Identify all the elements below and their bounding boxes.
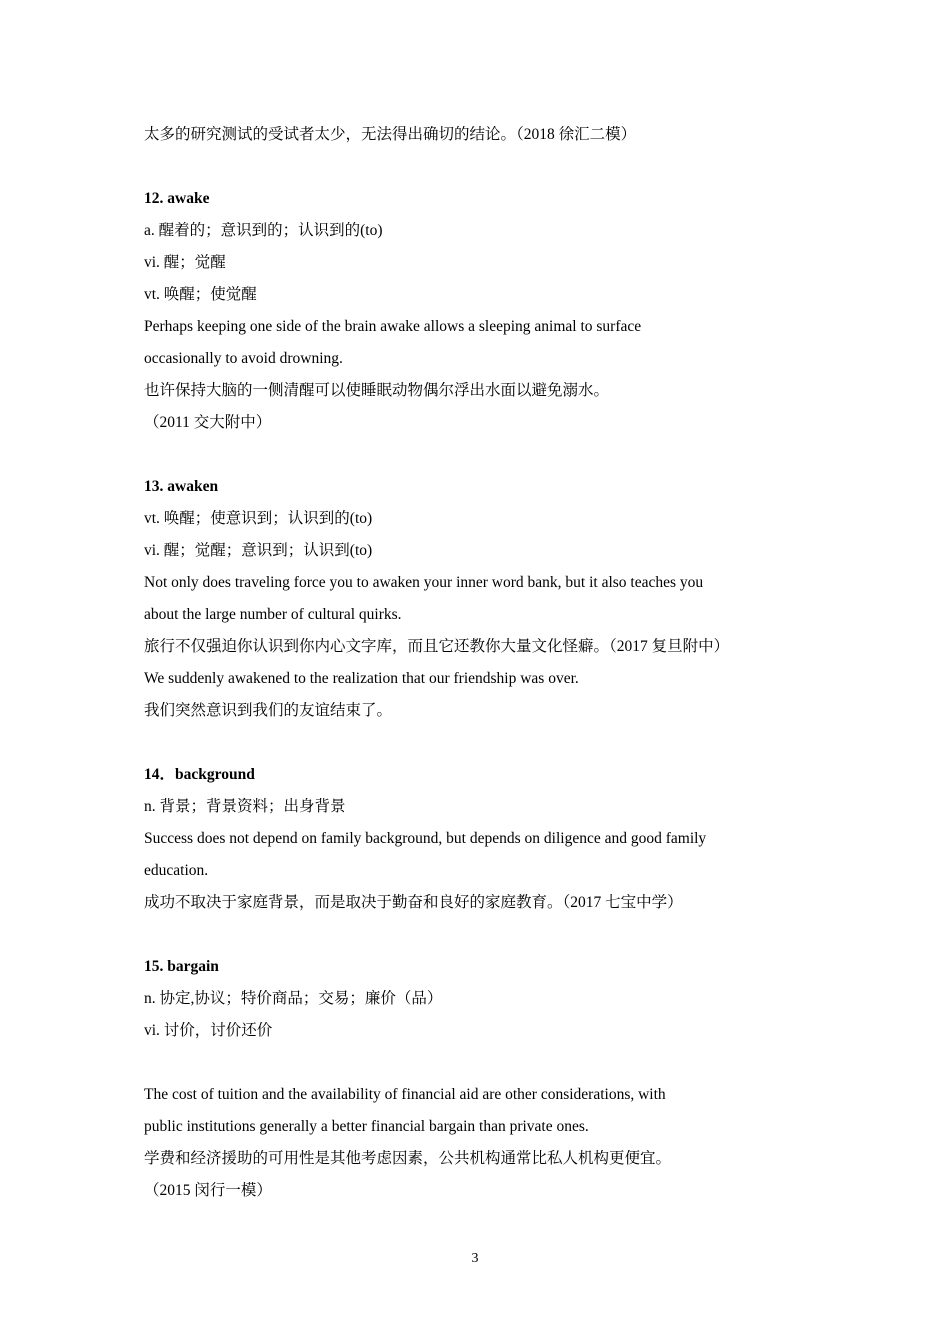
example-line: Not only does traveling force you to awaken your inner word bank, but it also teaches you (144, 574, 704, 591)
definition-line: a. 醒着的；意识到的；认识到的(to) (144, 222, 383, 239)
entry-heading-bargain: 15. bargain (144, 958, 219, 975)
example-line: about the large number of cultural quirks. (144, 606, 402, 623)
spacer (144, 727, 824, 759)
translation-line: 成功不取决于家庭背景，而是取决于勤奋和良好的家庭教育。（2017 七宝中学） (144, 894, 683, 911)
definition-line: n. 协定,协议；特价商品；交易；廉价（品） (144, 990, 443, 1007)
definition-line: n. 背景；背景资料；出身背景 (144, 798, 346, 815)
definition-line: vi. 醒；觉醒；意识到；认识到(to) (144, 542, 373, 559)
translation-line: 我们突然意识到我们的友谊结束了。 (144, 702, 393, 719)
example-line: Perhaps keeping one side of the brain awake allows a sleeping animal to surface (144, 318, 642, 335)
example-line: We suddenly awakened to the realization that our friendship was over. (144, 670, 579, 687)
translation-line: 学费和经济援助的可用性是其他考虑因素，公共机构通常比私人机构更便宜。 (144, 1150, 672, 1167)
page-content (144, 119, 824, 1207)
example-line: Success does not depend on family background, but depends on diligence and good family (144, 830, 707, 847)
entry-heading-awake: 12. awake (144, 190, 210, 207)
definition-line: vi. 讨价，讨价还价 (144, 1022, 273, 1039)
entry-heading-background: 14．background (144, 766, 255, 783)
spacer (144, 1047, 824, 1079)
spacer (144, 151, 824, 183)
source-line: （2011 交大附中） (144, 414, 272, 431)
entry-heading-awaken: 13. awaken (144, 478, 219, 495)
definition-line: vt. 唤醒；使意识到；认识到的(to) (144, 510, 373, 527)
example-line: occasionally to avoid drowning. (144, 350, 343, 367)
example-line: public institutions generally a better financial bargain than private ones. (144, 1118, 589, 1135)
definition-line: vt. 唤醒；使觉醒 (144, 286, 257, 303)
source-line: （2015 闵行一模） (144, 1182, 272, 1199)
translation-line: 也许保持大脑的一侧清醒可以使睡眠动物偶尔浮出水面以避免溺水。 (144, 382, 610, 399)
definition-line: vi. 醒；觉醒 (144, 254, 226, 271)
page-number: 3 (471, 1251, 479, 1266)
spacer (144, 439, 824, 471)
intro-sentence: 太多的研究测试的受试者太少，无法得出确切的结论。（2018 徐汇二模） (144, 126, 637, 143)
example-line: The cost of tuition and the availability of financial aid are other considerations, with (144, 1086, 666, 1103)
translation-line: 旅行不仅强迫你认识到你内心文字库，而且它还教你大量文化怪癖。（2017 复旦附中） (144, 638, 730, 655)
spacer (144, 919, 824, 951)
example-line: education. (144, 862, 209, 879)
